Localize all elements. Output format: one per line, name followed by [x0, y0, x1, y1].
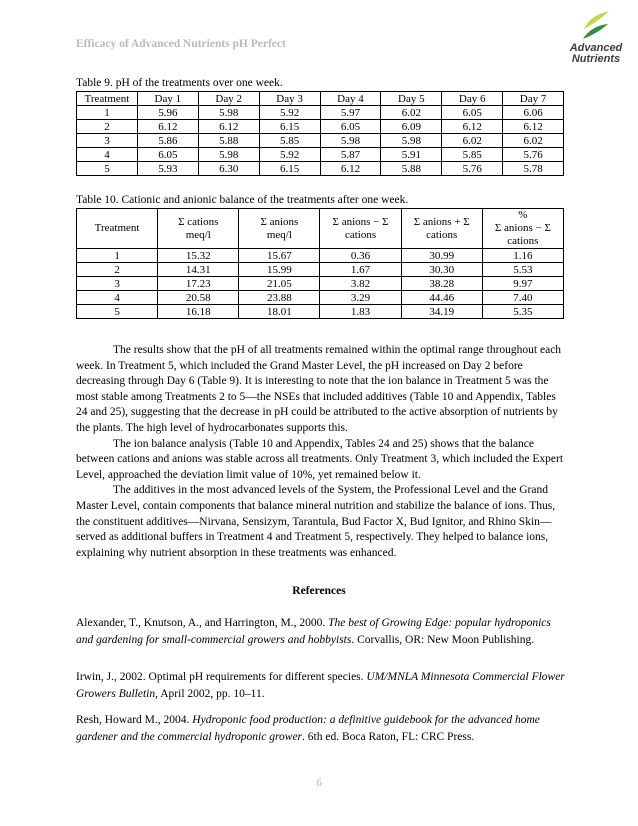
- table-cell: 5.53: [482, 263, 563, 277]
- column-header: [482, 209, 563, 249]
- table-cell: 18.01: [239, 305, 320, 319]
- table-cell: 14.31: [158, 263, 239, 277]
- running-header: Efficacy of Advanced Nutrients pH Perfect: [76, 38, 286, 50]
- table-cell: 6.02: [381, 106, 442, 120]
- paragraph: The additives in the most advanced levels of the System, the Professional Level and the Grand Master Level, contain components that balance mineral nutrition and stabilize the balance of ions. Thus, the constituent additives—Nirvana, Sensizym, Tarantula, Bud Factor X, Bud Ignitor, and Rhino Skin—served as additional buffers in Treatment 4 and Treatment 5, respectively. They helped to balance ions, explaining why nutrient absorption in these treatments was enhanced.: [76, 484, 556, 559]
- table-cell: 5.85: [442, 148, 503, 162]
- table-row: [77, 263, 564, 277]
- reference-publisher: . 6th ed. Boca Raton, FL: CRC Press.: [302, 731, 475, 743]
- table-cell: 5.98: [198, 106, 259, 120]
- reference-authors: Resh, Howard M., 2004.: [76, 714, 193, 726]
- table-cell: 15.99: [239, 263, 320, 277]
- table-row: [77, 249, 564, 263]
- header-line: cations: [426, 228, 458, 241]
- table-cell: 5.88: [198, 134, 259, 148]
- column-header: Day 1: [137, 92, 198, 106]
- table-cell: 6.05: [137, 148, 198, 162]
- table-cell: 23.88: [239, 291, 320, 305]
- table-cell: 1.83: [320, 305, 401, 319]
- table-cell: 6.12: [137, 120, 198, 134]
- leaf-icon: [581, 9, 611, 43]
- advanced-nutrients-logo: [563, 9, 629, 69]
- header-line: cations: [507, 235, 539, 247]
- column-header: Day 6: [442, 92, 503, 106]
- table-header-row: [77, 209, 564, 249]
- column-header: [401, 209, 482, 249]
- table-cell: 5.92: [259, 148, 320, 162]
- table-cell: 15.67: [239, 249, 320, 263]
- table-cell: 5.86: [137, 134, 198, 148]
- table-cell: 5.97: [320, 106, 381, 120]
- header-line: Σ anions − Σ: [332, 215, 389, 228]
- logo-line-2: Nutrients: [571, 53, 621, 65]
- table-cell: 5.98: [320, 134, 381, 148]
- table-cell: 5: [77, 305, 158, 319]
- header-line: Σ cations: [178, 215, 219, 228]
- table-cell: 5: [77, 162, 138, 176]
- reference-title: UM/MNLA Minnesota Commercial Flower Growers Bulletin: [76, 671, 565, 700]
- header-line: Σ anions − Σ: [494, 222, 551, 234]
- page-number: 6: [316, 777, 322, 789]
- logo-line-1: Advanced: [569, 42, 623, 54]
- table-cell: 6.12: [198, 120, 259, 134]
- table-cell: 5.76: [442, 162, 503, 176]
- table-cell: 3.82: [320, 277, 401, 291]
- column-header: Day 4: [320, 92, 381, 106]
- table-cell: 1: [77, 249, 158, 263]
- table-cell: 16.18: [158, 305, 239, 319]
- table-row: [77, 277, 564, 291]
- table-cell: 5.98: [198, 148, 259, 162]
- column-header: [158, 209, 239, 249]
- table-cell: 5.87: [320, 148, 381, 162]
- header-line: Treatment: [94, 222, 140, 234]
- table-row: [77, 148, 564, 162]
- column-header: [77, 209, 158, 249]
- reference-title: The best of Growing Edge: popular hydroponics and gardening for small-commercial growers and hobbyists: [76, 617, 551, 646]
- body-text: [76, 343, 566, 561]
- column-header: Day 3: [259, 92, 320, 106]
- header-line: meq/l: [185, 228, 211, 241]
- table-cell: 5.92: [259, 106, 320, 120]
- table-cell: 5.91: [381, 148, 442, 162]
- reference-title: Hydroponic food production: a definitive guidebook for the advanced home gardener and the commercial hydroponic grower: [76, 714, 540, 743]
- reference-authors: Irwin, J., 2002. Optimal pH requirements for different species.: [76, 671, 367, 683]
- table-cell: 5.85: [259, 134, 320, 148]
- table-cell: 15.32: [158, 249, 239, 263]
- table-cell: 3: [77, 277, 158, 291]
- table-cell: 44.46: [401, 291, 482, 305]
- column-header: [239, 209, 320, 249]
- table-cell: 2: [77, 120, 138, 134]
- table-cell: 4: [77, 291, 158, 305]
- table-cell: 6.02: [442, 134, 503, 148]
- table-cell: 1.16: [482, 249, 563, 263]
- reference-item: [76, 712, 566, 746]
- header-line: cations: [344, 228, 377, 241]
- paragraph: The ion balance analysis (Table 10 and Appendix, Tables 24 and 25) shows that the balance between cations and anions was stable across all treatments. Only Treatment 3, which included the Expert Level, approached the deviation limit value of 10%, yet remained below it.: [76, 437, 564, 481]
- table-cell: 6.06: [503, 106, 564, 120]
- references-heading: References: [292, 585, 346, 597]
- table-cell: 30.99: [401, 249, 482, 263]
- table-cell: 9.97: [482, 277, 563, 291]
- reference-item: [76, 615, 566, 649]
- table-row: [77, 291, 564, 305]
- table-cell: 21.05: [239, 277, 320, 291]
- table-row: [77, 305, 564, 319]
- table-row: [77, 134, 564, 148]
- table-cell: 2: [77, 263, 158, 277]
- header-line: meq/l: [266, 228, 292, 241]
- table-cell: 6.09: [381, 120, 442, 134]
- table-9: [76, 91, 564, 176]
- table-header-row: [77, 92, 564, 106]
- column-header: Day 2: [198, 92, 259, 106]
- table-cell: 5.98: [381, 134, 442, 148]
- table-cell: 30.30: [401, 263, 482, 277]
- header-line: Σ anions: [260, 215, 299, 228]
- table-cell: 34.19: [401, 305, 482, 319]
- table-cell: 5.78: [503, 162, 564, 176]
- table-row: [77, 120, 564, 134]
- table-cell: 38.28: [401, 277, 482, 291]
- reference-authors: Alexander, T., Knutson, A., and Harrington, M., 2000.: [76, 617, 329, 629]
- table-row: [77, 162, 564, 176]
- reference-publisher: , April 2002, pp. 10–11.: [155, 688, 265, 700]
- reference-item: [76, 669, 566, 703]
- table-cell: 6.05: [320, 120, 381, 134]
- table-cell: 6.12: [503, 120, 564, 134]
- reference-publisher: . Corvallis, OR: New Moon Publishing.: [351, 634, 535, 646]
- table-cell: 6.05: [442, 106, 503, 120]
- table-cell: 3: [77, 134, 138, 148]
- table-cell: 3.29: [320, 291, 401, 305]
- table-10: [76, 208, 564, 319]
- table-cell: 17.23: [158, 277, 239, 291]
- table-cell: 6.12: [320, 162, 381, 176]
- header-line: Σ anions + Σ: [413, 215, 470, 228]
- table-cell: 5.76: [503, 148, 564, 162]
- table-cell: 5.93: [137, 162, 198, 176]
- table-cell: 5.88: [381, 162, 442, 176]
- table-cell: 1.67: [320, 263, 401, 277]
- table-10-caption: Table 10. Cationic and anionic balance of the treatments after one week.: [76, 194, 409, 206]
- table-row: [77, 106, 564, 120]
- table-cell: 5.96: [137, 106, 198, 120]
- table-cell: 6.30: [198, 162, 259, 176]
- column-header: [320, 209, 401, 249]
- table-cell: 6.12: [442, 120, 503, 134]
- column-header: Day 5: [381, 92, 442, 106]
- table-9-caption: Table 9. pH of the treatments over one week.: [76, 77, 283, 89]
- table-cell: 0.36: [320, 249, 401, 263]
- table-cell: 20.58: [158, 291, 239, 305]
- column-header: Treatment: [77, 92, 138, 106]
- table-cell: 1: [77, 106, 138, 120]
- table-cell: 4: [77, 148, 138, 162]
- header-line: %: [518, 209, 528, 221]
- table-cell: 6.02: [503, 134, 564, 148]
- table-cell: 6.15: [259, 120, 320, 134]
- table-cell: 5.35: [482, 305, 563, 319]
- column-header: Day 7: [503, 92, 564, 106]
- table-cell: 6.15: [259, 162, 320, 176]
- table-cell: 7.40: [482, 291, 563, 305]
- paragraph: The results show that the pH of all treatments remained within the optimal range throughout each week. In Treatment 5, which included the Grand Master Level, the pH increased on Day 2 before decreasing through Day 6 (Table 9). It is interesting to note that the ion balance in Treatment 5 was the most stable among Treatments 2 to 5—the NSEs that included additives (Table 10 and Appendix, Tables 24 and 25), suggesting that the decrease in pH could be attributed to the active absorption of nutrients by the plants. The high level of hydrocarbonates supports this.: [76, 344, 562, 434]
